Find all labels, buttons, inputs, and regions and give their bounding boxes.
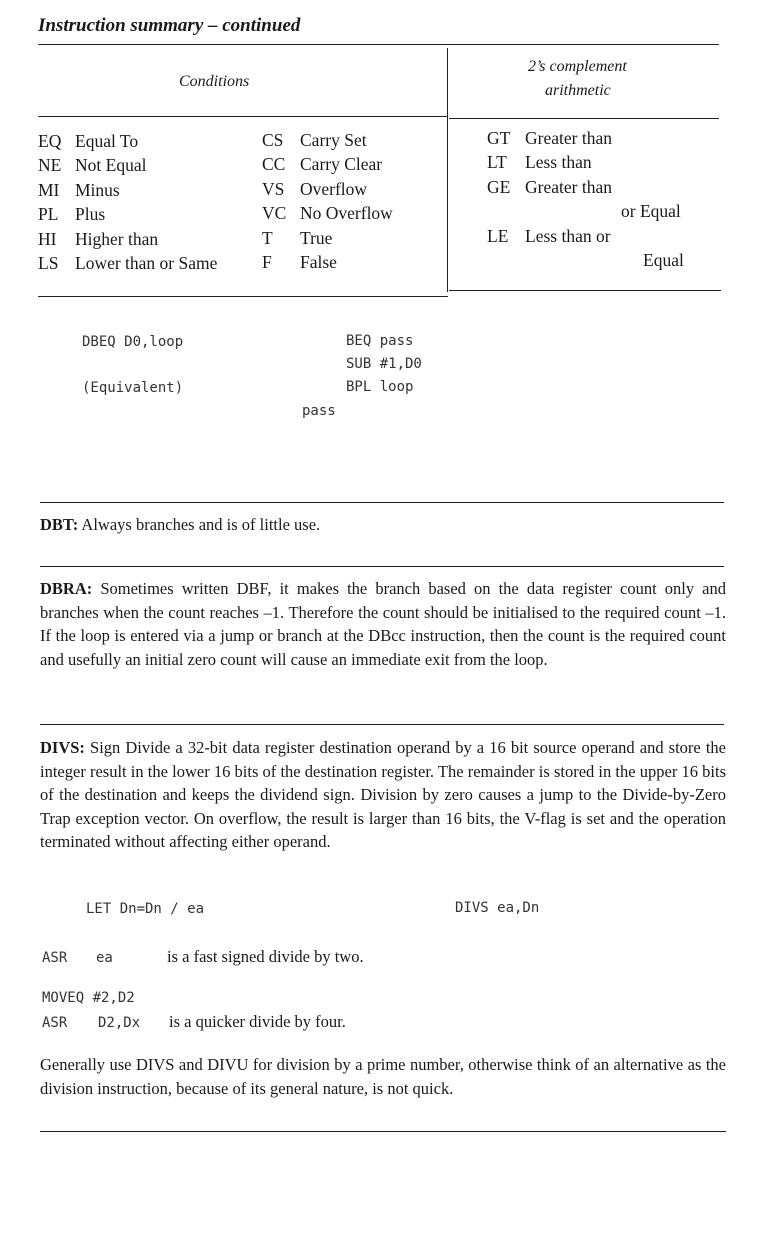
condition-code: GT: [487, 128, 511, 148]
arithmetic-header-line2: arithmetic: [545, 82, 611, 99]
conditions-header: Conditions: [179, 73, 250, 90]
condition-code: LT: [487, 152, 507, 172]
condition-text: False: [300, 252, 337, 272]
condition-code: HI: [38, 229, 57, 249]
table-column-divider: [447, 48, 448, 292]
divs-let-line: LET Dn=Dn / ea: [86, 901, 205, 917]
asr-note: is a fast signed divide by two.: [167, 947, 364, 966]
divs-syntax: DIVS ea,Dn: [455, 900, 540, 916]
dbeq-code: DBEQ D0,loop: [82, 334, 184, 350]
dbra-text: Sometimes written DBF, it makes the branch based on the data register count only and branches when the count reaches –1. Therefore the count should be initialised to the required count –1. If the loop is entered via a jump or branch at the DBcc instruction, then the count is the required count and usefully an initial zero count will cause an immediate exit from the loop.: [40, 579, 726, 669]
condition-text: Equal: [643, 250, 684, 270]
asr-op: ASR: [42, 1015, 68, 1031]
asr-op: ASR: [42, 950, 68, 966]
condition-text: Higher than: [75, 229, 159, 249]
condition-code: CS: [262, 130, 284, 150]
condition-code: VC: [262, 203, 287, 223]
table-bottom-rule: [38, 296, 448, 297]
condition-text: Plus: [75, 204, 106, 224]
dbt-term: DBT:: [40, 515, 79, 534]
condition-text: Not Equal: [75, 155, 147, 175]
table-bottom-rule-right: [449, 290, 721, 291]
divs-term: DIVS:: [40, 738, 85, 757]
condition-text: True: [300, 228, 333, 248]
moveq-line: MOVEQ #2,D2: [42, 990, 135, 1006]
condition-code: GE: [487, 177, 511, 197]
condition-text: Less than: [525, 152, 592, 172]
section-rule: [40, 1131, 726, 1132]
dbt-paragraph: [40, 513, 726, 537]
code-line: BPL loop: [346, 379, 414, 395]
condition-code: MI: [38, 180, 60, 200]
condition-text: No Overflow: [300, 203, 393, 223]
condition-code: NE: [38, 155, 62, 175]
divs-paragraph: [40, 736, 726, 854]
condition-text: Lower than or Same: [75, 253, 218, 273]
dbt-text: Always branches and is of little use.: [78, 515, 321, 534]
condition-code: VS: [262, 179, 285, 199]
condition-code: PL: [38, 204, 59, 224]
condition-text: Overflow: [300, 179, 368, 199]
section-rule: [40, 566, 724, 567]
dbeq-equivalent-label: (Equivalent): [82, 380, 184, 396]
condition-text: Greater than: [525, 177, 612, 197]
dbra-term: DBRA:: [40, 579, 93, 598]
condition-text: Greater than: [525, 128, 612, 148]
code-line: SUB #1,D0: [346, 356, 422, 372]
condition-text: Equal To: [75, 131, 139, 151]
code-line: BEQ pass: [346, 333, 414, 349]
table-header-rule-right: [449, 118, 719, 119]
condition-text: or Equal: [621, 201, 681, 221]
condition-code: F: [262, 252, 272, 272]
section-rule: [40, 502, 724, 503]
condition-code: EQ: [38, 131, 62, 151]
condition-text: Carry Clear: [300, 154, 383, 174]
condition-text: Less than or: [525, 226, 611, 246]
divs-closing: Generally use DIVS and DIVU for division by a prime number, otherwise think of an alternative as the division instruction, because of its general nature, is not quick.: [40, 1055, 726, 1098]
asr-arg: ea: [96, 950, 113, 966]
dbra-paragraph: [40, 577, 726, 671]
condition-code: LS: [38, 253, 59, 273]
condition-text: Minus: [75, 180, 120, 200]
divs-text: Sign Divide a 32-bit data register destination operand by a 16 bit source operand and store the integer result in the lower 16 bits of the destination register. The remainder is stored in the upper 16 bits of the destination and keeps the dividend sign. Division by zero causes a jump to the Divide-by-Zero Trap exception vector. On overflow, the result is larger than 16 bits, the V-flag is set and the operation terminated without affecting either operand.: [40, 738, 726, 851]
condition-text: Carry Set: [300, 130, 367, 150]
page-title: Instruction summary – continued: [38, 15, 301, 36]
table-header-rule-left: [38, 116, 447, 117]
table-top-rule: [38, 44, 719, 45]
condition-code: T: [262, 228, 273, 248]
asr-note: is a quicker divide by four.: [169, 1012, 346, 1031]
section-rule: [40, 724, 724, 725]
condition-code: LE: [487, 226, 509, 246]
arithmetic-header-line1: 2’s complement: [528, 58, 627, 75]
condition-code: CC: [262, 154, 286, 174]
code-label-pass: pass: [302, 403, 336, 419]
asr-arg: D2,Dx: [98, 1015, 141, 1031]
